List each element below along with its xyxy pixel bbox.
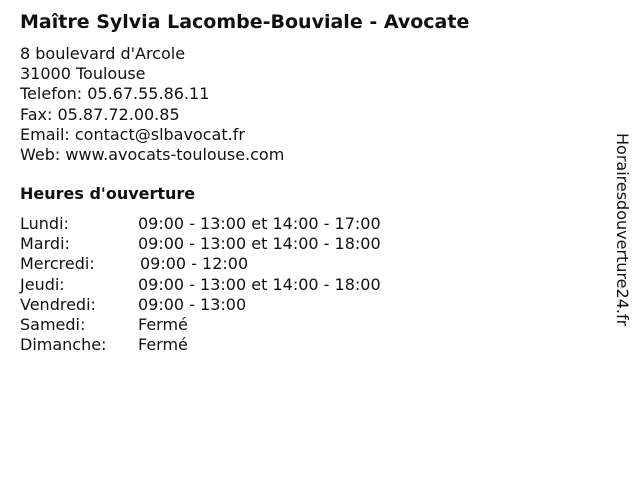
hours-time-value: Fermé [138,335,188,355]
contact-block [20,44,284,165]
email-address: Email: contact@slbavocat.fr [20,124,245,144]
hours-row-thursday [20,275,381,295]
hours-day-label: Lundi: [20,214,69,233]
hours-time-value: 09:00 - 13:00 et 14:00 - 17:00 [138,214,381,233]
hours-row-tuesday [20,234,381,254]
side-brand-watermark: Horairesdouverture24.fr [613,133,632,327]
hours-time-value: 09:00 - 13:00 et 14:00 - 18:00 [138,234,381,254]
hours-row-friday [20,295,381,315]
hours-day-label: Mercredi: [20,254,95,274]
hours-day-label: Mardi: [20,234,70,254]
page-title: Maître Sylvia Lacombe-Bouviale - Avocate [20,11,470,33]
city-address: 31000 Toulouse [20,64,146,84]
hours-row-saturday [20,315,381,335]
hours-day-label: Jeudi: [20,274,65,294]
hours-table [20,214,381,355]
hours-time-value: 09:00 - 13:00 et 14:00 - 18:00 [138,274,381,294]
hours-heading: Heures d'ouverture [20,184,196,203]
street-address: 8 boulevard d'Arcole [20,44,186,63]
hours-day-label: Dimanche: [20,335,107,355]
hours-row-wednesday [20,254,381,274]
hours-time-value: Fermé [138,315,188,335]
hours-row-monday [20,214,381,234]
hours-day-label: Vendredi: [20,294,96,314]
fax-number: Fax: 05.87.72.00.85 [20,104,180,124]
phone-number: Telefon: 05.67.55.86.11 [20,84,210,104]
hours-row-sunday [20,335,381,355]
hours-day-label: Samedi: [20,315,86,335]
website-address: Web: www.avocats-toulouse.com [20,145,285,165]
hours-time-value: 09:00 - 13:00 [138,294,247,314]
hours-time-value: 09:00 - 12:00 [140,254,249,274]
